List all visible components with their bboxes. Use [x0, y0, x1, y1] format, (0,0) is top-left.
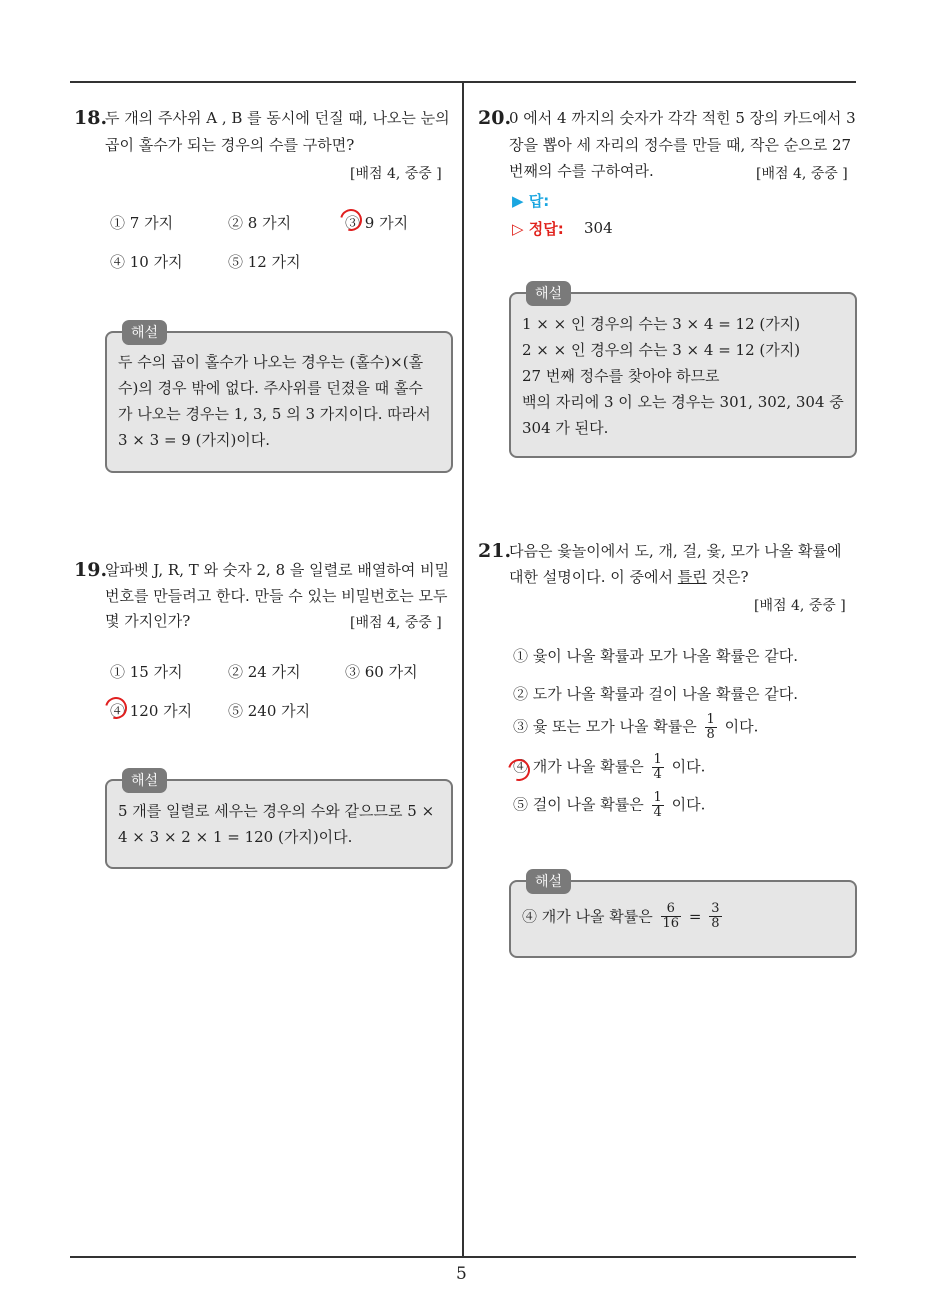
solution-text: 2 × × 인 경우의 수는 3 × 4 = 12 (가지): [522, 341, 801, 359]
choice-2[interactable]: [513, 683, 798, 704]
choice-4[interactable]: [513, 753, 705, 782]
question-text: 번호를 만들려고 한다. 만들 수 있는 비밀번호는 모두: [105, 587, 448, 605]
solution-text: 5 개를 일렬로 세우는 경우의 수와 같으므로 5 ×: [118, 802, 435, 820]
fraction: $\frac{1}{8}$: [706, 712, 715, 742]
choice-4[interactable]: ④ 120 가지: [110, 702, 193, 720]
correct-answer-label: ▷ 정답:: [512, 220, 564, 238]
choice-1[interactable]: [513, 645, 798, 666]
choice-4[interactable]: ④ 10 가지: [110, 253, 183, 271]
choice-1[interactable]: ① 7 가지: [110, 214, 174, 232]
choice-3[interactable]: [513, 713, 758, 742]
fraction: $\frac{1}{4}$: [653, 790, 662, 820]
page-number: 5: [456, 1264, 467, 1284]
choice-2[interactable]: ② 24 가지: [228, 663, 301, 681]
column-divider: [462, 82, 464, 1257]
score-difficulty: [배점 4, 중중 ]: [350, 166, 442, 182]
question-number: 19.: [74, 559, 108, 581]
question-text-part: 것은?: [706, 568, 749, 586]
choice-5[interactable]: ⑤ 240 가지: [228, 702, 311, 720]
solution-tag: 해설: [526, 869, 571, 894]
choice-text: ④ 개가 나올 확률은: [513, 757, 644, 776]
question-text: 몇 가지인가?: [105, 612, 191, 630]
solution-text: 수)의 경우 밖에 없다. 주사위를 던졌을 때 홀수: [118, 379, 423, 397]
choice-5[interactable]: ⑤ 12 가지: [228, 253, 301, 271]
bottom-rule: [70, 1256, 856, 1258]
choice-text: ② 도가 나올 확률과 걸이 나올 확률은 같다.: [513, 685, 798, 703]
solution-text: 304 가 된다.: [522, 419, 609, 437]
question-number: 21.: [478, 540, 512, 562]
question-text: 번째의 수를 구하여라.: [509, 162, 654, 180]
fraction: $\frac{6}{16}$: [662, 901, 680, 931]
choice-text: ① 윷이 나올 확률과 모가 나올 확률은 같다.: [513, 647, 798, 665]
fraction: $\frac{1}{4}$: [653, 752, 662, 782]
question-text: 알파벳 J, R, T 와 숫자 2, 8 을 일렬로 배열하여 비밀: [105, 561, 450, 579]
choice-text: 이다.: [671, 795, 706, 814]
underlined-word: 틀린: [677, 568, 707, 586]
solution-tag: 해설: [122, 320, 167, 345]
question-text: 곱이 홀수가 되는 경우의 수를 구하면?: [105, 136, 355, 154]
question-text: [509, 567, 749, 587]
choice-text: ⑤ 걸이 나올 확률은: [513, 795, 644, 814]
solution-text: 백의 자리에 3 이 오는 경우는 301, 302, 304 중: [522, 393, 844, 411]
choice-1[interactable]: ① 15 가지: [110, 663, 183, 681]
choice-3[interactable]: ③ 9 가지: [345, 214, 409, 232]
score-difficulty: [배점 4, 중중 ]: [754, 598, 846, 614]
fraction: $\frac{3}{8}$: [711, 901, 720, 931]
equals-sign: =: [688, 907, 702, 926]
question-text: 다음은 윷놀이에서 도, 개, 걸, 윷, 모가 나올 확률에: [509, 542, 842, 560]
solution-text: 27 번째 정수를 찾아야 하므로: [522, 367, 720, 385]
solution-tag: 해설: [122, 768, 167, 793]
choice-text: 이다.: [671, 757, 706, 776]
question-text: 장을 뽑아 세 자리의 정수를 만들 때, 작은 순으로 27: [509, 136, 852, 154]
question-number: 20.: [478, 107, 512, 129]
solution-text: 1 × × 인 경우의 수는 3 × 4 = 12 (가지): [522, 315, 801, 333]
solution-text: 가 나오는 경우는 1, 3, 5 의 3 가지이다. 따라서: [118, 405, 431, 423]
choice-2[interactable]: ② 8 가지: [228, 214, 292, 232]
choice-3[interactable]: ③ 60 가지: [345, 663, 418, 681]
solution-text: [522, 902, 725, 931]
solution-text: 4 × 3 × 2 × 1 = 120 (가지)이다.: [118, 828, 353, 846]
choice-text: ③ 윷 또는 모가 나올 확률은: [513, 717, 697, 736]
answer-label: ▶ 답:: [512, 192, 550, 210]
score-difficulty: [배점 4, 중중 ]: [756, 166, 848, 182]
question-text: 두 개의 주사위 A , B 를 동시에 던질 때, 나오는 눈의: [105, 109, 450, 127]
solution-tag: 해설: [526, 281, 571, 306]
question-text: 0 에서 4 까지의 숫자가 각각 적힌 5 장의 카드에서 3: [509, 109, 856, 127]
solution-text: 두 수의 곱이 홀수가 나오는 경우는 (홀수)×(홀: [118, 353, 424, 371]
solution-text: 3 × 3 = 9 (가지)이다.: [118, 431, 271, 449]
correct-answer-value: 304: [584, 219, 613, 237]
score-difficulty: [배점 4, 중중 ]: [350, 615, 442, 631]
question-text-part: 대한 설명이다. 이 중에서: [509, 568, 678, 586]
choice-text: 이다.: [724, 717, 759, 736]
solution-text-part: ④ 개가 나올 확률은: [522, 907, 653, 926]
choice-5[interactable]: [513, 791, 705, 820]
question-number: 18.: [74, 107, 108, 129]
